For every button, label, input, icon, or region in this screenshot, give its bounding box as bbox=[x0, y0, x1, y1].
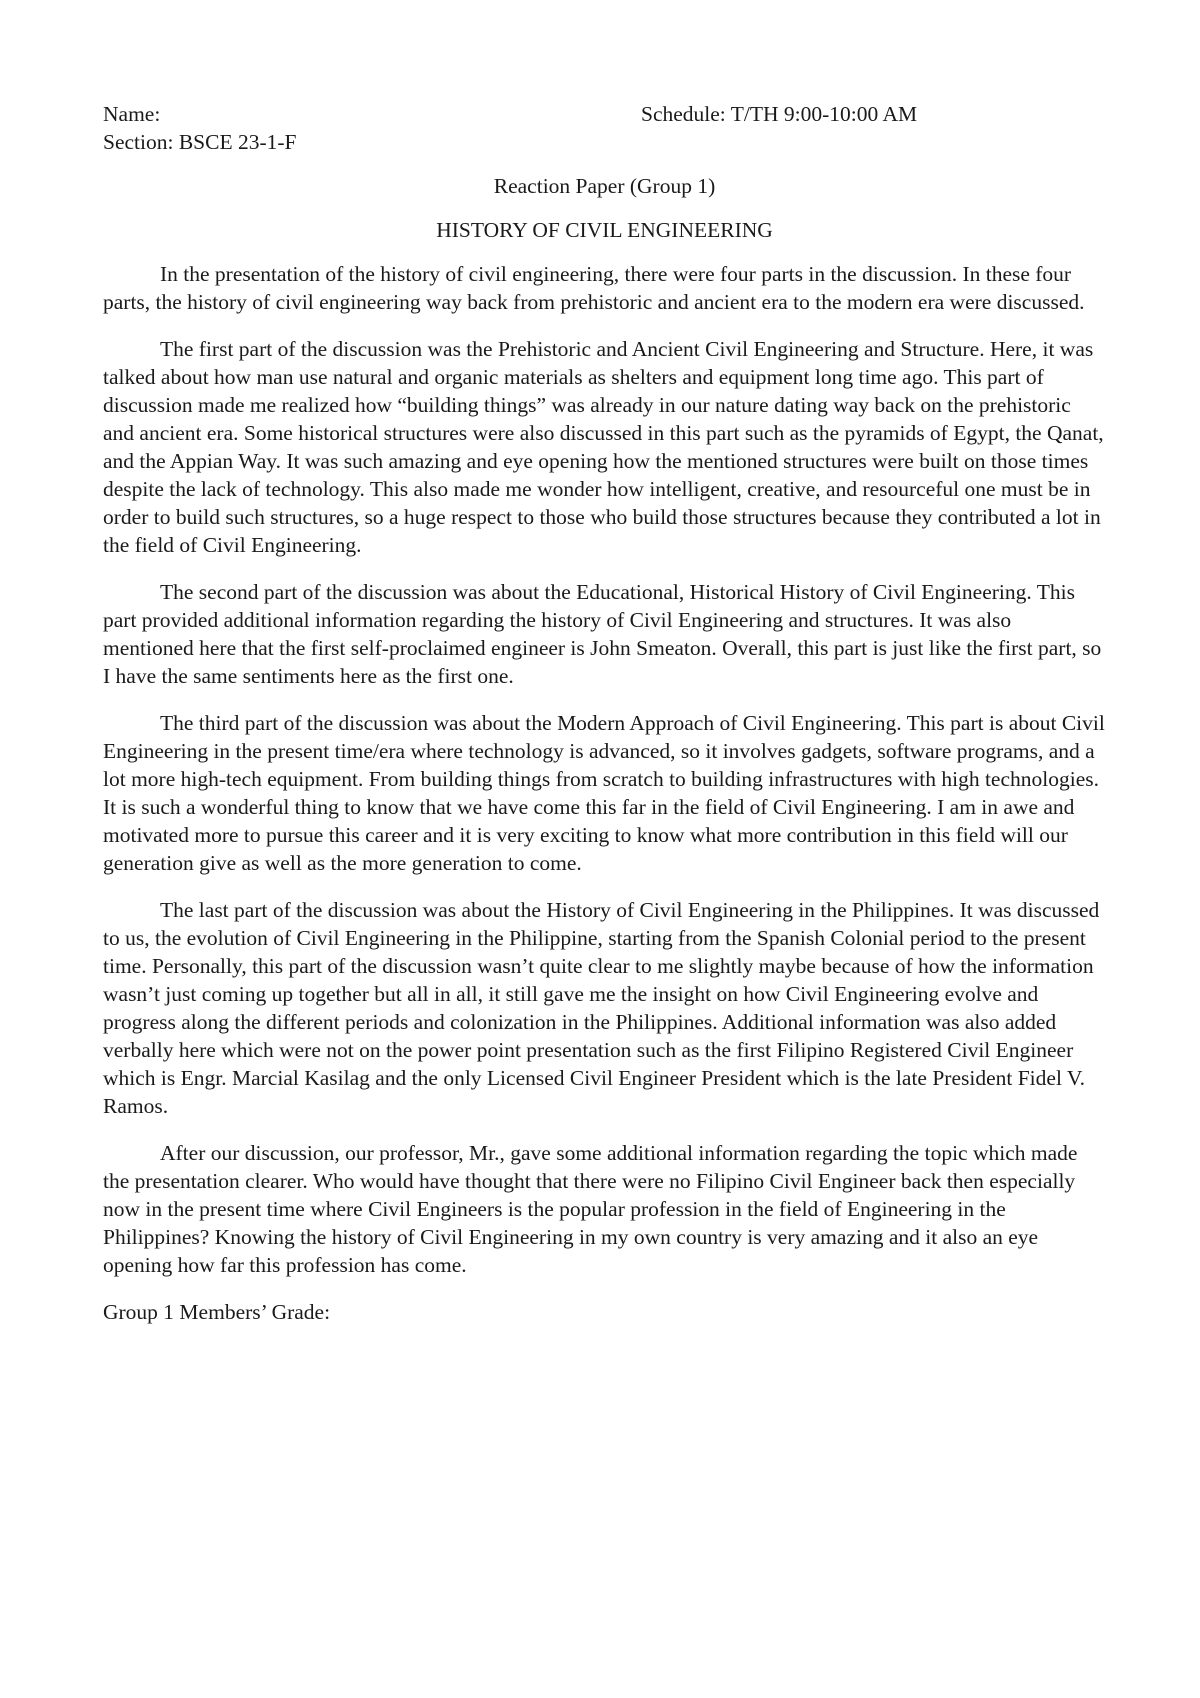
name-label: Name: bbox=[103, 102, 161, 126]
document-title: HISTORY OF CIVIL ENGINEERING bbox=[436, 218, 773, 242]
paragraph-last-part: The last part of the discussion was about the History of Civil Engineering in the Philippines. It was discussed to us, the evolution of Civil Engineering in the Philippine, starting from the Spanish Colonial period to the present time. Personally, this part of the discussion wasn’t quite clear to me slightly maybe because of how the information wasn’t just coming up together but all in all, it still gave me the insight on how Civil Engineering evolve and progress along the different periods and colonization in the Philippines. Additional information was also added verbally here which were not on the power point presentation such as the first Filipino Registered Civil Engineer which is Engr. Marcial Kasilag and the only Licensed Civil Engineer President which is the late President Fidel V. Ramos. bbox=[103, 898, 1100, 1118]
document-page bbox=[103, 100, 1106, 1326]
header-row bbox=[103, 100, 1106, 128]
document-body bbox=[103, 260, 1106, 1326]
paragraph-conclusion: After our discussion, our professor, Mr., gave some additional information regarding the topic which made the presentation clearer. Who would have thought that there were no Filipino Civil Engineer back then especially now in the present time where Civil Engineers is the popular profession in the field of Engineering in the Philippines? Knowing the history of Civil Engineering in my own country is very amazing and it also an eye opening how far this profession has come. bbox=[103, 1141, 1078, 1277]
document-subtitle: Reaction Paper (Group 1) bbox=[493, 174, 716, 198]
schedule-label: Schedule: T/TH 9:00-10:00 AM bbox=[641, 102, 918, 126]
paragraph-third-part: The third part of the discussion was about the Modern Approach of Civil Engineering. This part is about Civil Engineering in the present time/era where technology is advanced, so it involves gadgets, software programs, and a lot more high-tech equipment. From building things from scratch to building infrastructures with high technologies. It is such a wonderful thing to know that we have come this far in the field of Civil Engineering. I am in awe and motivated more to pursue this career and it is very exciting to know what more contribution in this field will our generation give as well as the more generation to come. bbox=[103, 711, 1105, 875]
paragraph-first-part: The first part of the discussion was the Prehistoric and Ancient Civil Engineering and Structure. Here, it was talked about how man use natural and organic materials as shelters and equipment long time ago. This part of discussion made me realized how “building things” was already in our nature dating way back on the prehistoric and ancient era. Some historical structures were also discussed in this part such as the pyramids of Egypt, the Qanat, and the Appian Way. It was such amazing and eye opening how the mentioned structures were built on those times despite the lack of technology. This also made me wonder how intelligent, creative, and resourceful one must be in order to build such structures, so a huge respect to those who build those structures because they contributed a lot in the field of Civil Engineering. bbox=[103, 337, 1104, 557]
paragraph-intro: In the presentation of the history of civil engineering, there were four parts in the discussion. In these four parts, the history of civil engineering way back from prehistoric and ancient era to the modern era were discussed. bbox=[103, 262, 1085, 314]
section-label: Section: BSCE 23-1-F bbox=[103, 130, 297, 154]
members-grade-label: Group 1 Members’ Grade: bbox=[103, 1300, 331, 1324]
paragraph-second-part: The second part of the discussion was about the Educational, Historical History of Civil Engineering. This part provided additional information regarding the history of Civil Engineering and structures. It was also mentioned here that the first self-proclaimed engineer is John Smeaton. Overall, this part is just like the first part, so I have the same sentiments here as the first one. bbox=[103, 580, 1102, 688]
